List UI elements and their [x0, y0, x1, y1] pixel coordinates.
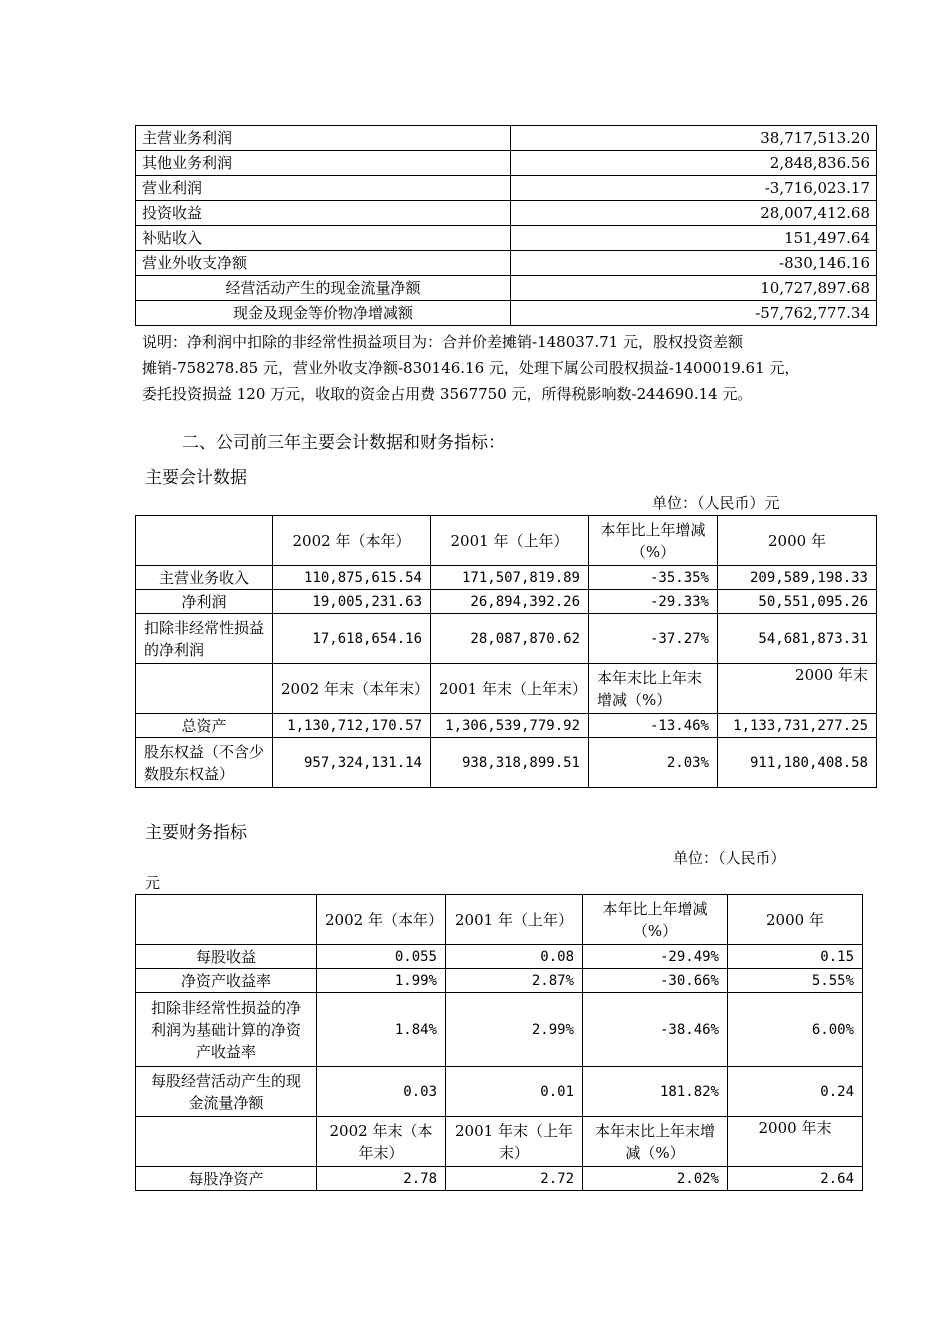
- note-line-2: 摊销-758278.85 元，营业外收支净额-830146.16 元，处理下属公司股权损益-1400019.61 元，: [142, 359, 800, 377]
- cell: -37.27%: [589, 614, 718, 664]
- table-row: [136, 151, 877, 176]
- row-value: -830,146.16: [511, 251, 877, 276]
- cell: 2.03%: [589, 738, 718, 788]
- header-cell: 本年比上年增减（%）: [583, 895, 728, 945]
- cell: 171,507,819.89: [431, 566, 589, 590]
- section-heading: 二、公司前三年主要会计数据和财务指标：: [182, 433, 505, 453]
- cell: 2.72: [446, 1167, 583, 1191]
- cell: 54,681,873.31: [718, 614, 877, 664]
- cell: 0.08: [446, 945, 583, 969]
- row-value: 151,497.64: [511, 226, 877, 251]
- table-row: [136, 226, 877, 251]
- cell: 0.24: [728, 1067, 863, 1117]
- cell: 2.78: [317, 1167, 446, 1191]
- note-line-1: 说明：净利润中扣除的非经常性损益项目为：合并价差摊销-148037.71 元，股权投资差额: [142, 333, 743, 351]
- cell: 28,087,870.62: [431, 614, 589, 664]
- table-row: [136, 738, 877, 788]
- row-value: 38,717,513.20: [511, 126, 877, 151]
- cell: 209,589,198.33: [718, 566, 877, 590]
- row-label: 每股经营活动产生的现金流量净额: [136, 1067, 317, 1117]
- row-label: 经营活动产生的现金流量净额: [136, 276, 511, 301]
- cell: 0.15: [728, 945, 863, 969]
- cell: 1,130,712,170.57: [273, 714, 431, 738]
- header-cell: 2002 年（本年）: [317, 895, 446, 945]
- row-label: 营业利润: [136, 176, 511, 201]
- table-row: [136, 276, 877, 301]
- table-row: [136, 566, 877, 590]
- header-cell: 2000 年: [718, 516, 877, 566]
- unit-label-cont: 元: [145, 874, 161, 892]
- header-cell: 2000 年末: [728, 1117, 863, 1167]
- cell: 2.02%: [583, 1167, 728, 1191]
- row-label: 主营业务利润: [136, 126, 511, 151]
- cell: 0.01: [446, 1067, 583, 1117]
- table-header-row: [136, 516, 877, 566]
- header-cell: 本年末比上年末增减（%）: [589, 664, 718, 714]
- row-value: 28,007,412.68: [511, 201, 877, 226]
- header-cell: [136, 664, 273, 714]
- table-row: [136, 993, 863, 1067]
- cell: -29.33%: [589, 590, 718, 614]
- table-row: [136, 1067, 863, 1117]
- table-row: [136, 714, 877, 738]
- table-header-row: [136, 1117, 863, 1167]
- header-cell: [136, 516, 273, 566]
- header-cell: 2001 年（上年）: [446, 895, 583, 945]
- cell: 181.82%: [583, 1067, 728, 1117]
- cell: 2.64: [728, 1167, 863, 1191]
- header-cell: 2000 年末: [718, 664, 877, 714]
- row-label: 补贴收入: [136, 226, 511, 251]
- cell: 1.84%: [317, 993, 446, 1067]
- table-header-row: [136, 664, 877, 714]
- table-row: [136, 614, 877, 664]
- cell: 2.99%: [446, 993, 583, 1067]
- table-row: [136, 969, 863, 993]
- cell: 1,306,539,779.92: [431, 714, 589, 738]
- profit-table: [135, 125, 877, 326]
- table-row: [136, 945, 863, 969]
- row-label: 股东权益（不含少数股东权益）: [136, 738, 273, 788]
- header-cell: 2000 年: [728, 895, 863, 945]
- cell: 5.55%: [728, 969, 863, 993]
- header-cell: 2002 年末（本年末）: [317, 1117, 446, 1167]
- cell: 0.03: [317, 1067, 446, 1117]
- table-row: [136, 1167, 863, 1191]
- cell: -38.46%: [583, 993, 728, 1067]
- table-row: [136, 590, 877, 614]
- row-value: -57,762,777.34: [511, 301, 877, 326]
- note-line-3: 委托投资损益 120 万元，收取的资金占用费 3567750 元，所得税影响数-244690.14 元。: [142, 385, 753, 403]
- cell: 1.99%: [317, 969, 446, 993]
- header-cell: 本年比上年增减（%）: [589, 516, 718, 566]
- cell: 0.055: [317, 945, 446, 969]
- table-row: [136, 176, 877, 201]
- header-cell: 2001 年末（上年末）: [446, 1117, 583, 1167]
- header-cell: 2002 年末（本年末）: [273, 664, 431, 714]
- cell: 6.00%: [728, 993, 863, 1067]
- cell: -29.49%: [583, 945, 728, 969]
- row-label: 净资产收益率: [136, 969, 317, 993]
- accounting-data-table: [135, 515, 877, 788]
- cell: -30.66%: [583, 969, 728, 993]
- header-cell: 2001 年（上年）: [431, 516, 589, 566]
- table-row: [136, 251, 877, 276]
- table-row: [136, 126, 877, 151]
- cell: 938,318,899.51: [431, 738, 589, 788]
- row-value: 10,727,897.68: [511, 276, 877, 301]
- cell: -35.35%: [589, 566, 718, 590]
- row-label: 投资收益: [136, 201, 511, 226]
- table-row: [136, 201, 877, 226]
- row-label: 总资产: [136, 714, 273, 738]
- row-label: 每股收益: [136, 945, 317, 969]
- financial-indicators-table: [135, 894, 863, 1191]
- row-label: 扣除非经常性损益的净利润为基础计算的净资产收益率: [136, 993, 317, 1067]
- cell: 110,875,615.54: [273, 566, 431, 590]
- unit-label: 单位：（人民币）元: [652, 494, 780, 512]
- cell: 957,324,131.14: [273, 738, 431, 788]
- row-label: 每股净资产: [136, 1167, 317, 1191]
- cell: 2.87%: [446, 969, 583, 993]
- table-header-row: [136, 895, 863, 945]
- subheading-accounting: 主要会计数据: [145, 468, 247, 488]
- row-value: -3,716,023.17: [511, 176, 877, 201]
- table-row: [136, 301, 877, 326]
- header-cell: 本年末比上年末增减（%）: [583, 1117, 728, 1167]
- cell: -13.46%: [589, 714, 718, 738]
- cell: 19,005,231.63: [273, 590, 431, 614]
- cell: 26,894,392.26: [431, 590, 589, 614]
- row-label: 净利润: [136, 590, 273, 614]
- header-cell: [136, 1117, 317, 1167]
- unit-label: 单位：（人民币）: [673, 849, 786, 867]
- row-label: 营业外收支净额: [136, 251, 511, 276]
- cell: 50,551,095.26: [718, 590, 877, 614]
- cell: 911,180,408.58: [718, 738, 877, 788]
- row-value: 2,848,836.56: [511, 151, 877, 176]
- row-label: 现金及现金等价物净增减额: [136, 301, 511, 326]
- row-label: 主营业务收入: [136, 566, 273, 590]
- row-label: 其他业务利润: [136, 151, 511, 176]
- header-cell: 2002 年（本年）: [273, 516, 431, 566]
- header-cell: [136, 895, 317, 945]
- cell: 1,133,731,277.25: [718, 714, 877, 738]
- header-cell: 2001 年末（上年末）: [431, 664, 589, 714]
- cell: 17,618,654.16: [273, 614, 431, 664]
- subheading-indicators: 主要财务指标: [145, 823, 247, 843]
- row-label: 扣除非经常性损益的净利润: [136, 614, 273, 664]
